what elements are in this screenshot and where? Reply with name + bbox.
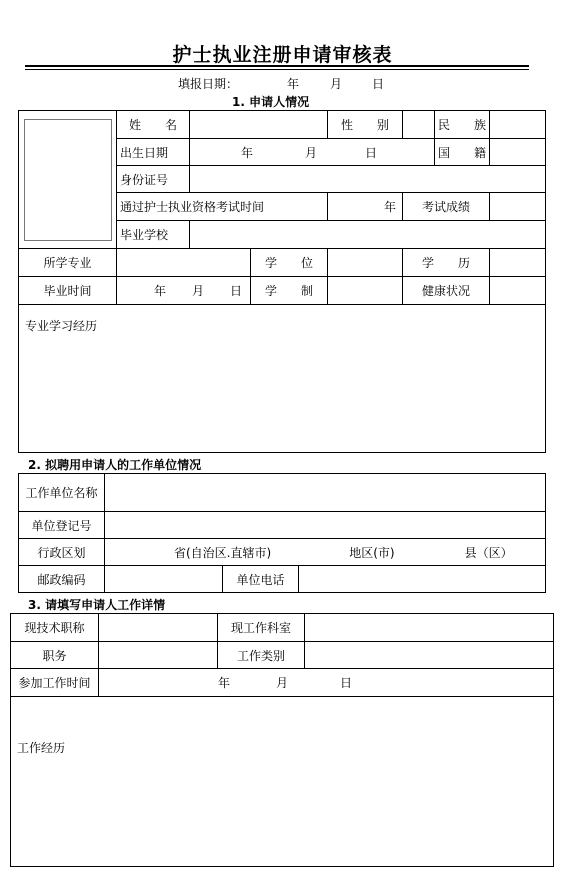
- education-label: 学 历: [403, 249, 490, 277]
- grad-month: 月: [192, 284, 205, 298]
- name-label: 姓 名: [117, 111, 190, 139]
- school-label: 毕业学校: [117, 221, 190, 249]
- birth-date-input[interactable]: [190, 139, 435, 166]
- work-start-day: 日: [340, 676, 353, 690]
- name-input[interactable]: [190, 111, 328, 139]
- ethnicity-input[interactable]: [490, 111, 546, 139]
- study-history-label: 专业学习经历: [25, 319, 98, 333]
- exam-score-label: 考试成绩: [403, 193, 490, 221]
- health-label: 健康状况: [403, 277, 490, 305]
- employer-table: [18, 473, 546, 593]
- phone-input[interactable]: [299, 566, 546, 593]
- section2-heading: 2. 拟聘用申请人的工作单位情况: [28, 458, 202, 472]
- work-start-year: 年: [218, 676, 231, 690]
- section3-heading: 3. 请填写申请人工作详情: [28, 598, 166, 612]
- id-number-label: 身份证号: [117, 166, 190, 193]
- reg-no-input[interactable]: [105, 512, 546, 539]
- ethnicity-label: 民 族: [435, 111, 490, 139]
- work-type-label: 工作类别: [218, 642, 305, 669]
- title-rule-thin: [25, 69, 529, 70]
- region-province: 省(自治区.直辖市): [174, 545, 272, 560]
- unit-name-input[interactable]: [105, 474, 546, 512]
- health-input[interactable]: [490, 277, 546, 305]
- region-district: 地区(市): [349, 545, 395, 560]
- work-history-area[interactable]: [11, 697, 554, 867]
- work-start-input[interactable]: [99, 669, 554, 697]
- form-title: 护士执业注册申请审核表: [172, 44, 393, 66]
- position-label: 职务: [11, 642, 99, 669]
- reg-no-label: 单位登记号: [19, 512, 105, 539]
- schooling-label: 学 制: [251, 277, 328, 305]
- department-input[interactable]: [305, 614, 554, 642]
- work-start-month: 月: [276, 676, 289, 690]
- region-label: 行政区划: [19, 539, 105, 566]
- degree-input[interactable]: [328, 249, 403, 277]
- department-label: 现工作科室: [218, 614, 305, 642]
- grad-time-label: 毕业时间: [19, 277, 117, 305]
- birth-date-label: 出生日期: [117, 139, 190, 166]
- phone-label: 单位电话: [223, 566, 299, 593]
- section1-heading: 1. 申请人情况: [232, 95, 310, 109]
- id-number-input[interactable]: [190, 166, 546, 193]
- birth-day: 日: [365, 145, 378, 160]
- fill-date-year[interactable]: 年: [287, 77, 300, 91]
- gender-input[interactable]: [403, 111, 435, 139]
- birth-month: 月: [305, 145, 318, 160]
- education-input[interactable]: [490, 249, 546, 277]
- photo-cell[interactable]: [19, 111, 117, 249]
- nationality-input[interactable]: [490, 139, 546, 166]
- nationality-label: 国 籍: [435, 139, 490, 166]
- study-history-area[interactable]: [19, 305, 546, 453]
- photo-box[interactable]: [24, 119, 112, 241]
- applicant-table: [18, 110, 546, 453]
- gender-label: 性 别: [328, 111, 403, 139]
- exam-year: 年: [384, 200, 397, 214]
- exam-score-input[interactable]: [490, 193, 546, 221]
- degree-label: 学 位: [251, 249, 328, 277]
- postcode-input[interactable]: [105, 566, 223, 593]
- work-type-input[interactable]: [305, 642, 554, 669]
- exam-time-label: 通过护士执业资格考试时间: [117, 193, 328, 221]
- region-county: 县（区）: [464, 545, 513, 560]
- exam-year-input[interactable]: [328, 193, 403, 221]
- school-input[interactable]: [190, 221, 546, 249]
- fill-date-month[interactable]: 月: [330, 77, 343, 91]
- schooling-input[interactable]: [328, 277, 403, 305]
- birth-year: 年: [241, 145, 254, 160]
- tech-title-input[interactable]: [99, 614, 218, 642]
- major-input[interactable]: [117, 249, 251, 277]
- work-start-label: 参加工作时间: [11, 669, 99, 697]
- work-table: [10, 613, 554, 867]
- major-label: 所学专业: [19, 249, 117, 277]
- grad-day: 日: [230, 284, 243, 298]
- fill-date-row: [0, 73, 565, 91]
- position-input[interactable]: [99, 642, 218, 669]
- unit-name-label: 工作单位名称: [19, 474, 105, 512]
- title-rule-thick: [25, 65, 529, 67]
- fill-date-label: 填报日期：: [178, 77, 239, 91]
- postcode-label: 邮政编码: [19, 566, 105, 593]
- grad-time-input[interactable]: [117, 277, 251, 305]
- grad-year: 年: [154, 284, 167, 298]
- work-history-label: 工作经历: [17, 741, 66, 755]
- region-input[interactable]: [105, 539, 546, 566]
- tech-title-label: 现技术职称: [11, 614, 99, 642]
- fill-date-day[interactable]: 日: [372, 77, 385, 91]
